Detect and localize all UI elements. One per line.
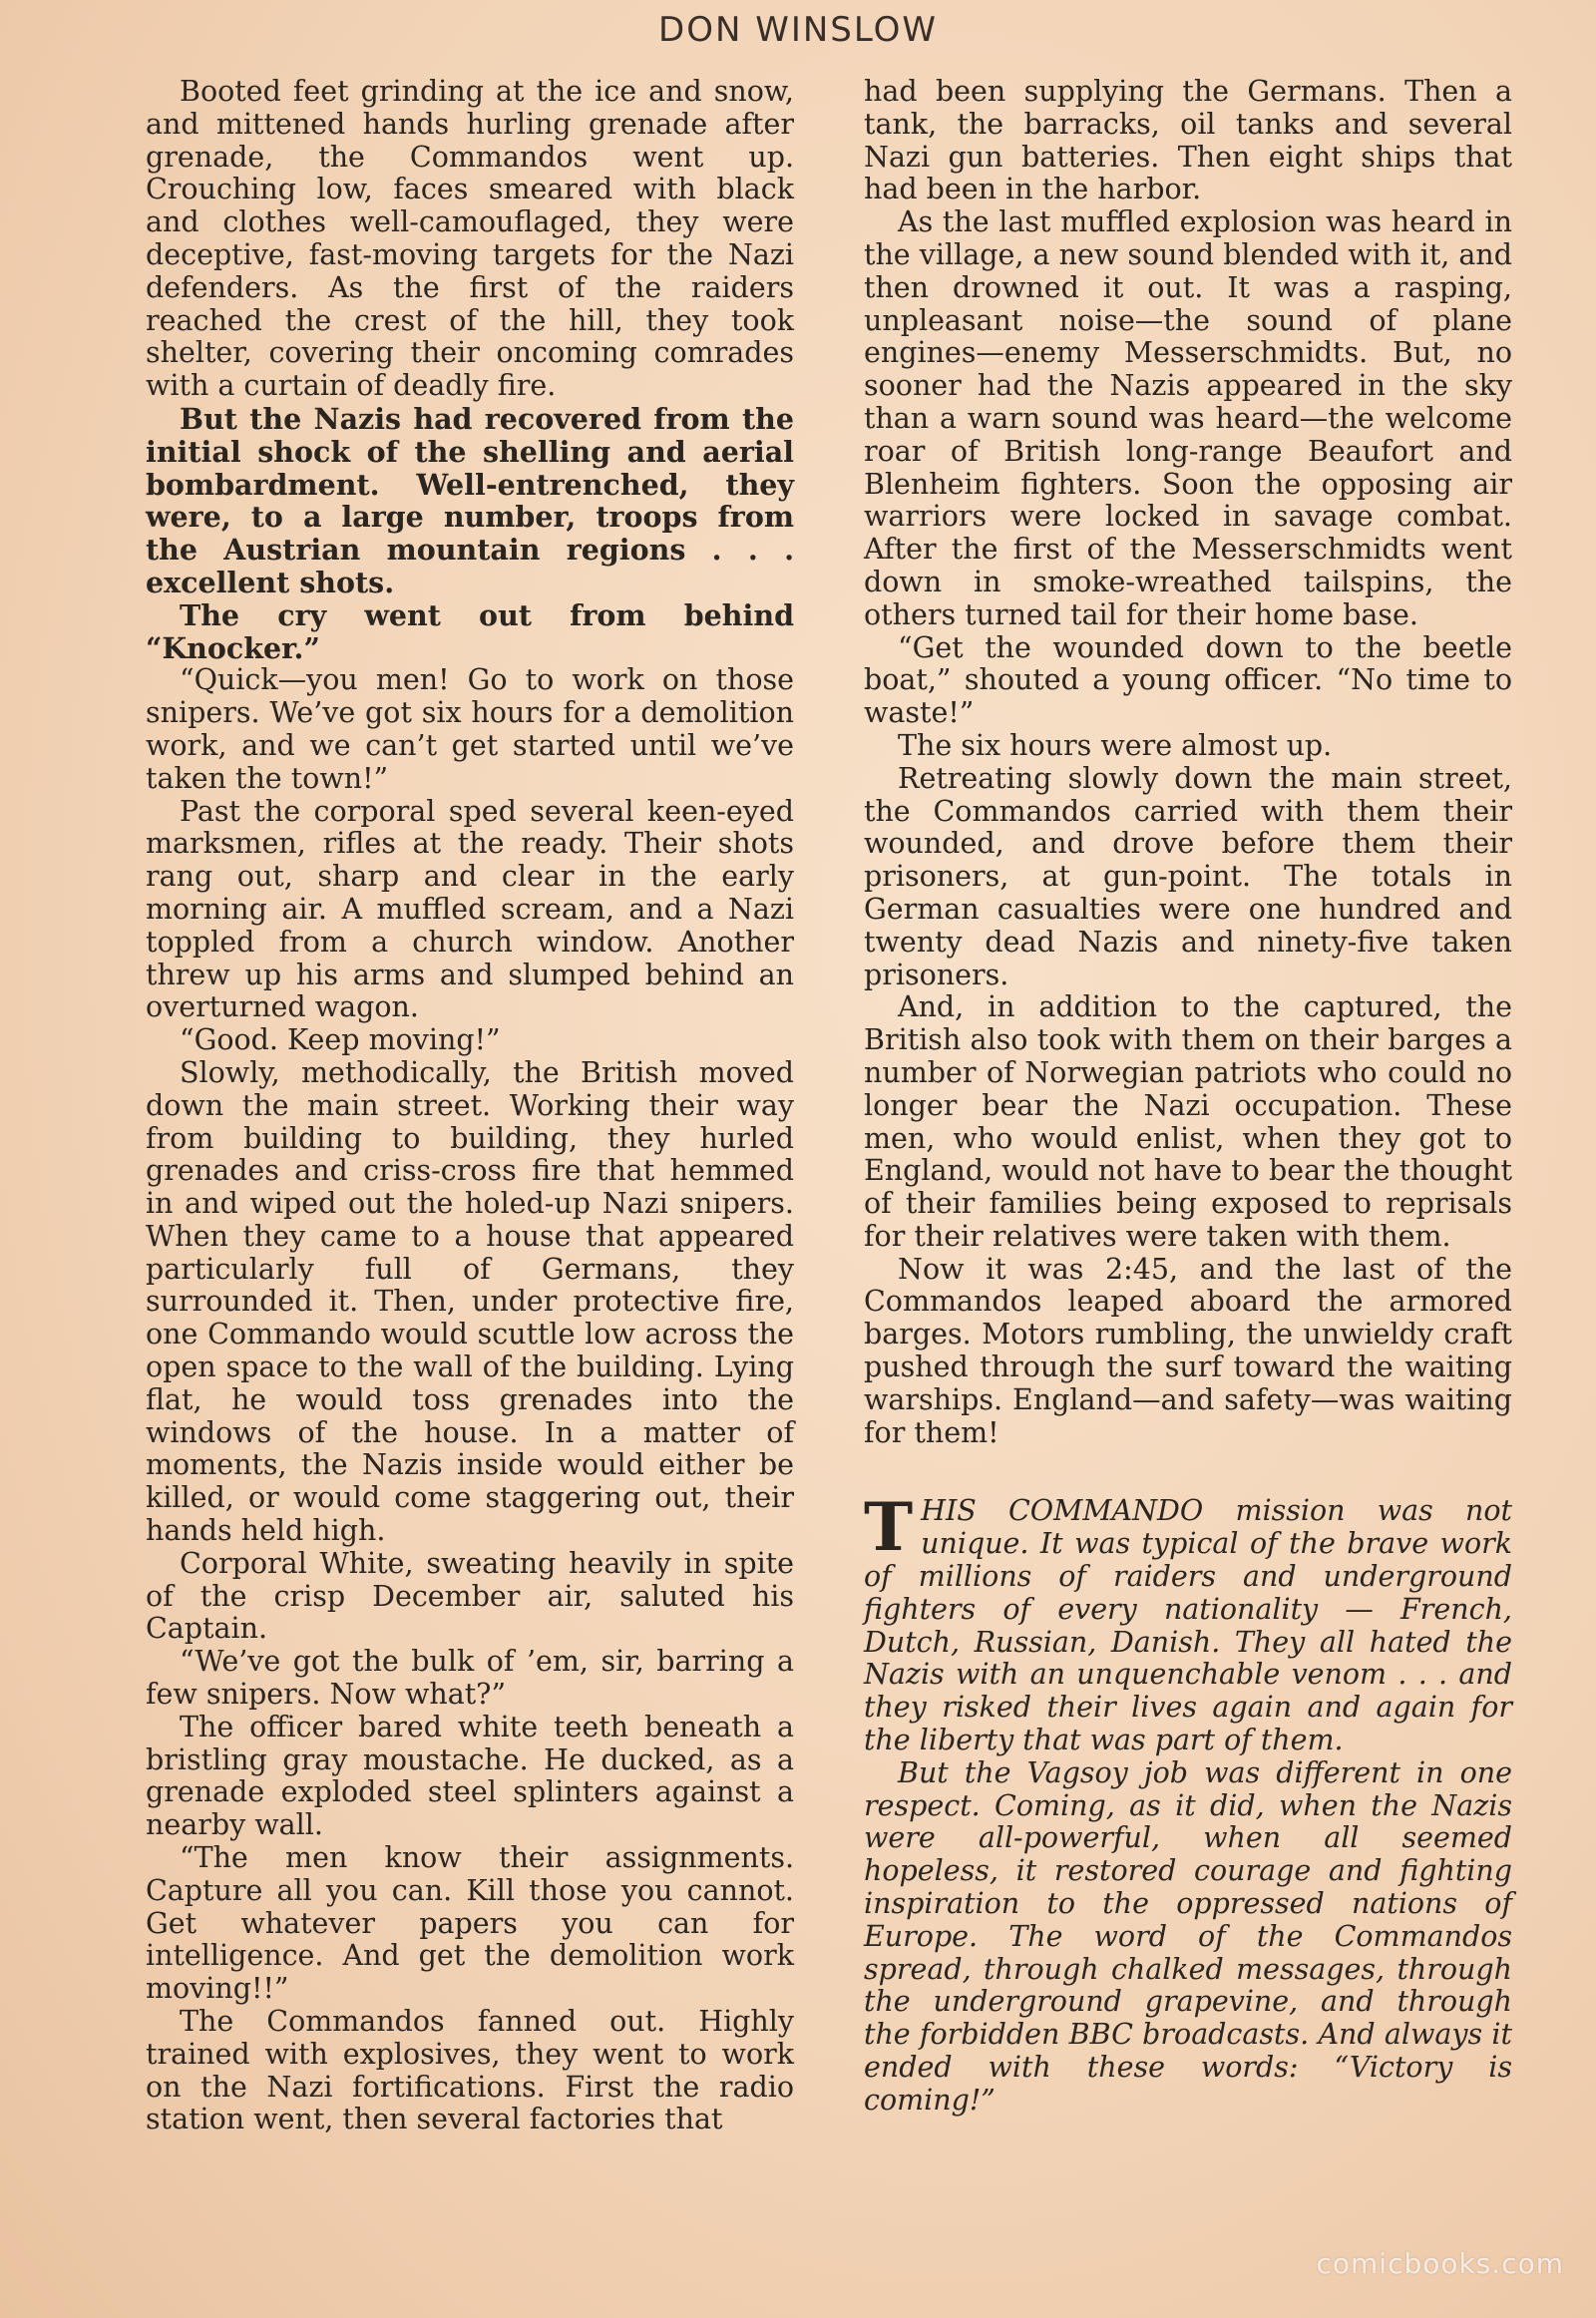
paragraph: As the last muffled explosion was heard in the village, a new sound blended with it, and then drowned it out. It was a rasping, unpleasant noise—the sound of plane engines—enemy Messerschmidts. But, no sooner had the Nazis appeared in the sky than a warn sound was heard—the welcome roar of British long-range Beaufort and Blenheim fighters. Soon the opposing air warriors were locked in savage combat. After the first of the Messerschmidts went down in smoke-wreathed tailspins, the others turned tail for their home base.	[864, 205, 1512, 631]
paragraph: The officer bared white teeth beneath a bristling gray moustache. He ducked, as a grenade exploded steel splinters against a nearby wall.	[146, 1710, 794, 1842]
watermark: comicbooks.com	[1316, 2247, 1564, 2280]
right-column	[864, 76, 1512, 2118]
paragraph: The six hours were almost up.	[898, 728, 1333, 762]
closing-text: HIS COMMANDO mission was not unique. It was typical of the brave work of millions of raiders and underground fighters of every nationality — French, Dutch, Russian, Danish. They all hated the Nazis with an unquenchable venom . . . and they risked their lives again and again for the liberty that was part of them.	[864, 1494, 1512, 1757]
closing-paragraph	[864, 1488, 1512, 1757]
paragraph: The Commandos fanned out. Highly trained with explosives, they went to work on the Nazi fortifications. First the radio station went, then several factories that	[146, 2005, 794, 2136]
paragraph: Retreating slowly down the main street, the Commandos carried with them their wounded, and drove before them their prisoners, at gun-point. The totals in German casualties were one hundred and twenty dead Nazis and ninety-five taken prisoners.	[864, 761, 1512, 991]
paragraph: Now it was 2:45, and the last of the Commandos leaped aboard the armored barges. Motors rumbling, the unwieldy craft pushed through the surf toward the waiting warships. England—and safety—was waiting for them!	[864, 1252, 1512, 1449]
paragraph: Slowly, methodically, the British moved down the main street. Working their way from building to building, they hurled grenades and criss-cross fire that hemmed in and wiped out the holed-up Nazi snipers. When they came to a house that appeared particularly full of Germans, they surrounded it. Then, under protective fire, one Commando would scuttle low across the open space to the wall of the building. Lying flat, he would toss grenades into the windows of the house. In a matter of moments, the Nazis inside would either be killed, or would come staggering out, their hands held high.	[146, 1055, 794, 1548]
closing-paragraph: But the Vagsoy job was different in one respect. Coming, as it did, when the Nazis were all-powerful, when all seemed hopeless, it restored courage and fighting inspiration to the oppressed nations of Europe. The word of the Commandos spread, through chalked messages, through the underground grapevine, and through the forbidden BBC broadcasts. And always it ended with these words: “Victory is coming!”	[864, 1755, 1512, 2117]
paragraph: And, in addition to the captured, the British also took with them on their barges a number of Norwegian patriots who could no longer bear the Nazi occupation. These men, who would enlist, when they got to England, would not have to bear the thought of their families being exposed to reprisals for their relatives were taken with them.	[864, 990, 1512, 1253]
paragraph: But the Nazis had recovered from the initial shock of the shelling and aerial bombardment. Well-entrenched, they were, to a large number, troops from the Austrian mountain regions . . . excellent shots.	[146, 401, 794, 599]
paragraph: Booted feet grinding at the ice and snow, and mittened hands hurling grenade after grenade, the Commandos went up. Crouching low, faces smeared with black and clothes well-camouflaged, they were deceptive, fast-moving targets for the Nazi defenders. As the first of the raiders reached the crest of the hill, they took shelter, covering their oncoming comrades with a curtain of deadly fire.	[146, 75, 794, 403]
paragraph: The cry went out from behind “Knocker.”	[146, 597, 794, 665]
paragraph: “Get the wounded down to the beetle boat,” shouted a young officer. “No time to waste!”	[864, 630, 1512, 730]
drop-cap: T	[864, 1488, 914, 1567]
paragraph: Past the corporal sped several keen-eyed marksmen, rifles at the ready. Their shots rang out, sharp and clear in the early morning air. A muffled scream, and a Nazi toppled from a church window. Another threw up his arms and slumped behind an overturned wagon.	[146, 794, 794, 1024]
paragraph: “The men know their assignments. Capture all you can. Kill those you cannot. Get whatever papers you can for intelligence. And get the demolition work moving!!”	[146, 1841, 794, 2006]
paragraph: “Good. Keep moving!”	[180, 1023, 501, 1057]
paragraph: “We’ve got the bulk of ’em, sir, barring a few snipers. Now what?”	[146, 1645, 794, 1712]
page-header-title: DON WINSLOW	[658, 10, 938, 50]
left-column	[146, 76, 794, 2136]
paragraph: Corporal White, sweating heavily in spite of the crisp December air, saluted his Captain.	[146, 1546, 794, 1646]
closing-note	[864, 1488, 1512, 2117]
paragraph: “Quick—you men! Go to work on those snipers. We’ve got six hours for a demolition work, and we can’t get started until we’ve taken the town!”	[146, 663, 794, 795]
paragraph: had been supplying the Germans. Then a tank, the barracks, oil tanks and several Nazi gun batteries. Then eight ships that had been in the harbor.	[864, 75, 1512, 206]
